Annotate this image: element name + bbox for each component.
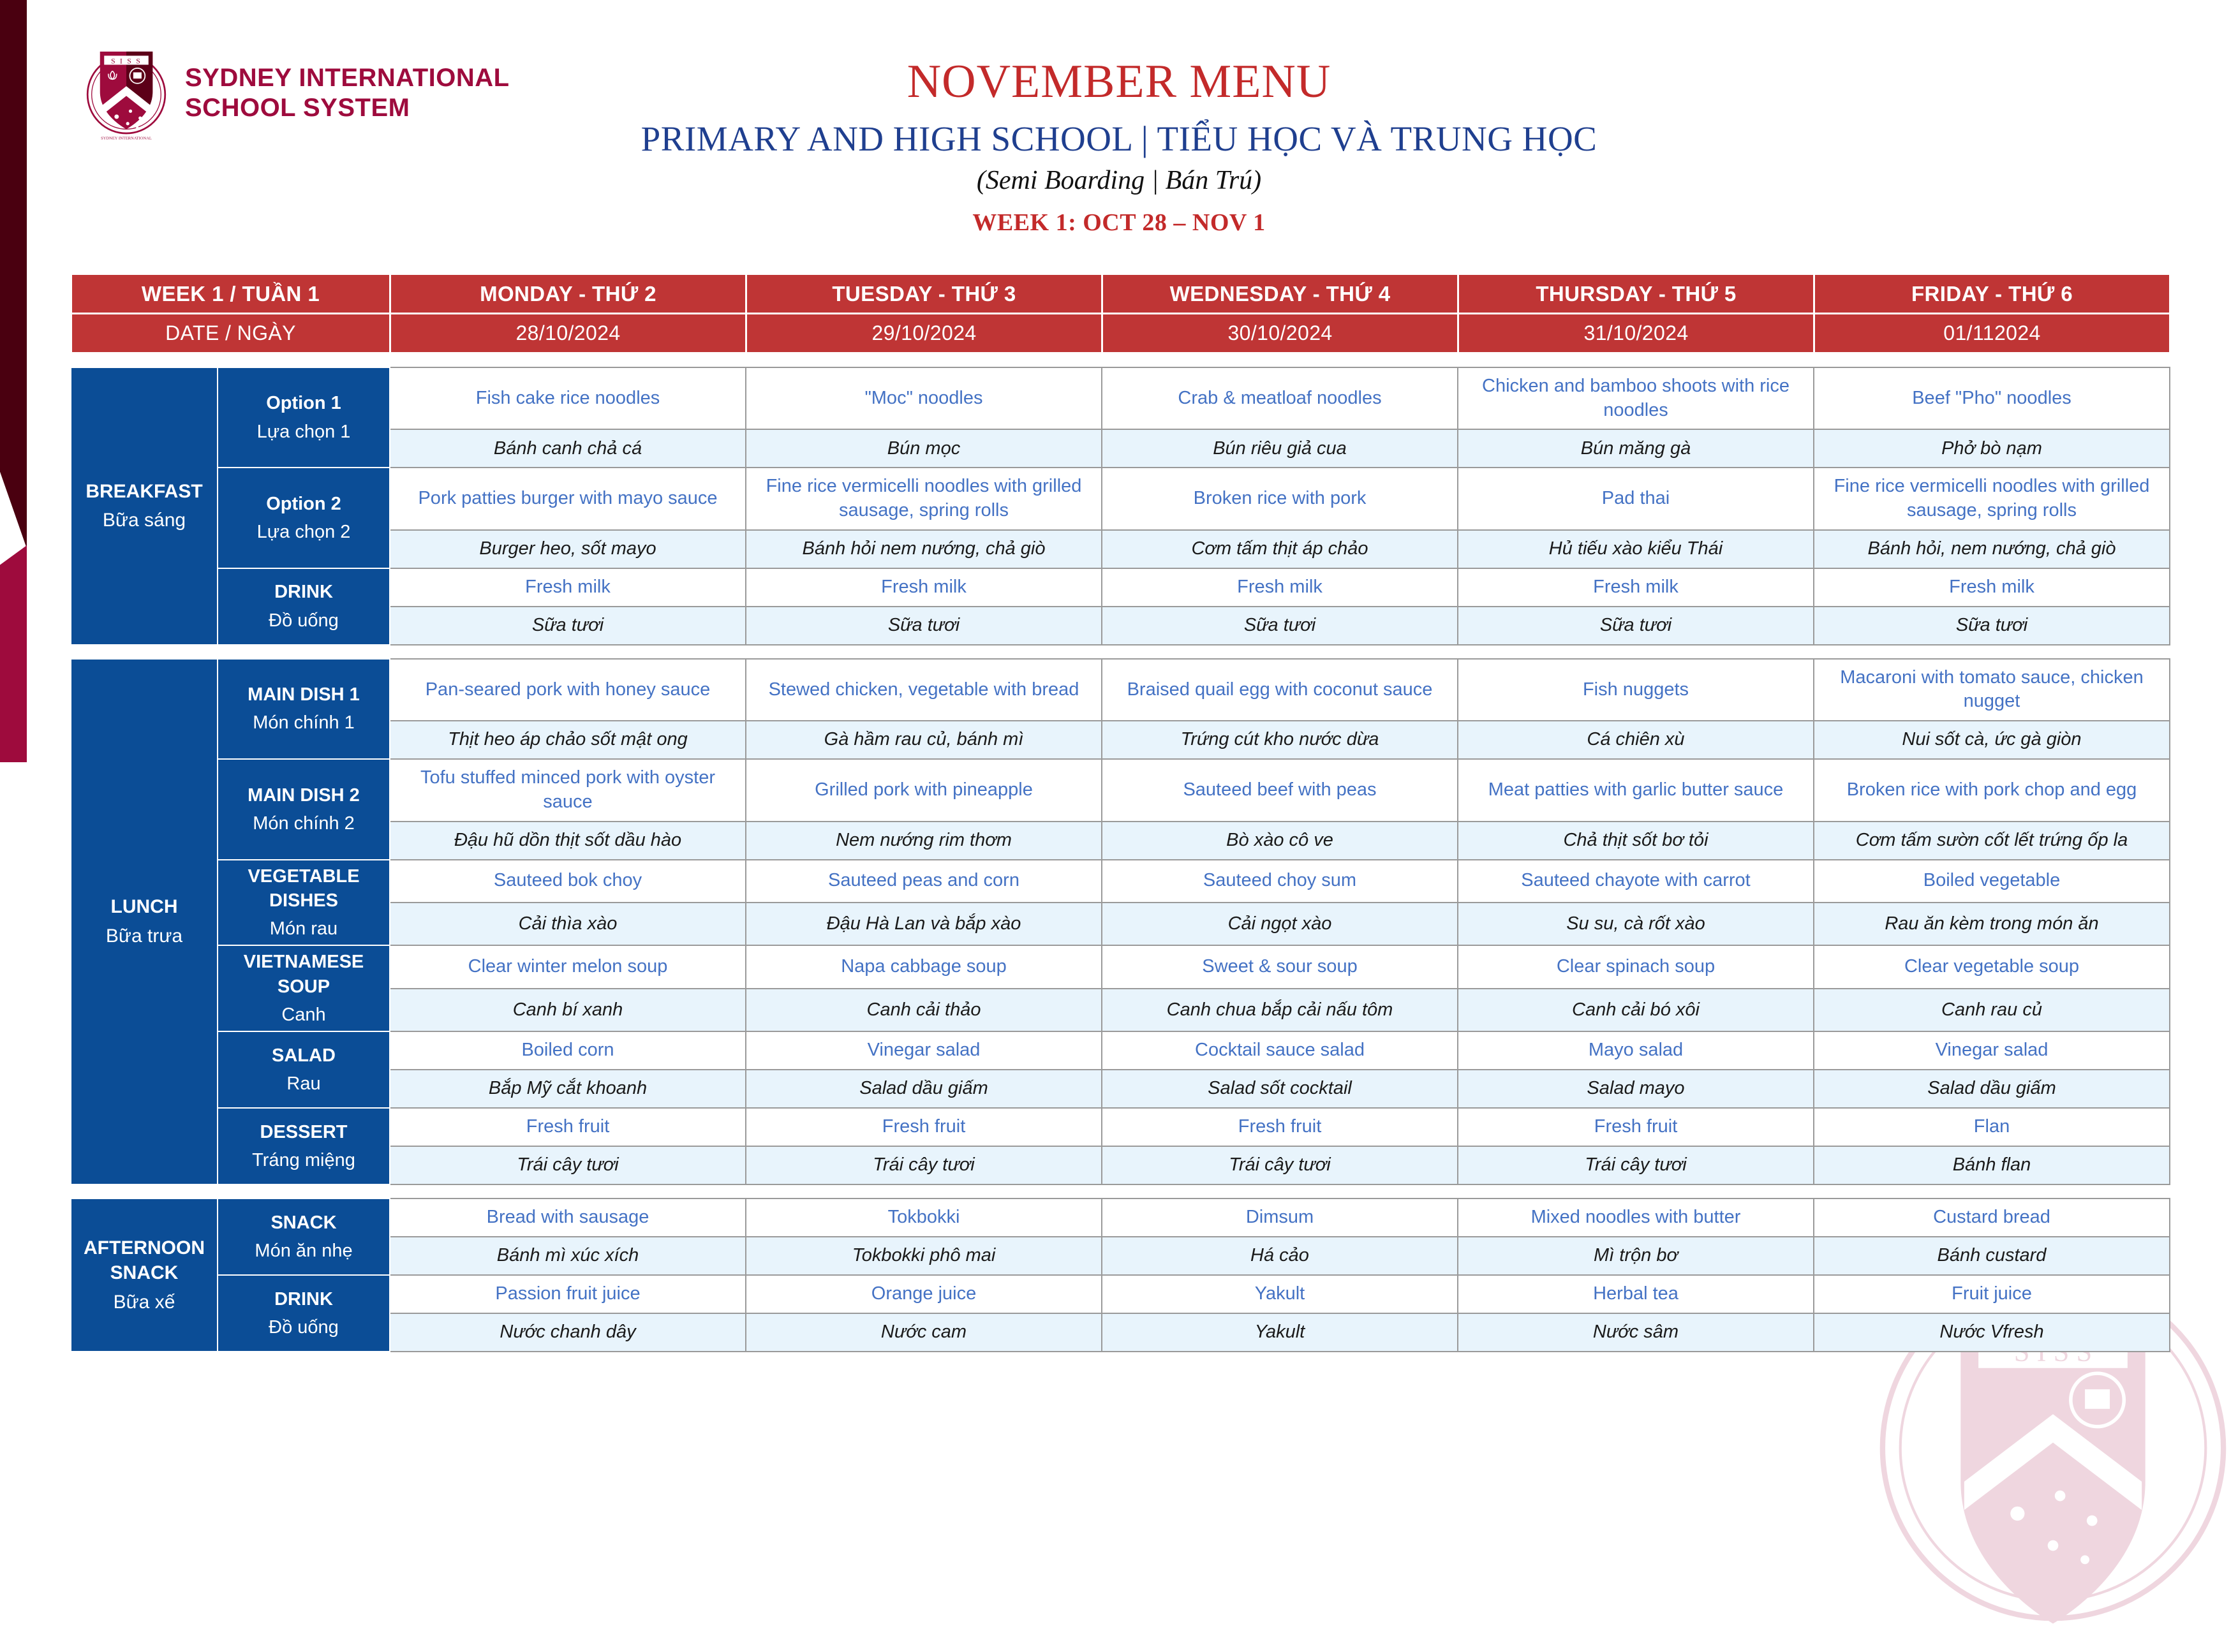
cell-en-day-1: Fresh milk bbox=[390, 568, 746, 607]
title-block bbox=[0, 57, 2238, 237]
cell-en-day-1: Tofu stuffed minced pork with oyster sauce bbox=[390, 759, 746, 821]
section-label-lunch-en: LUNCH bbox=[110, 896, 178, 918]
cell-vi-day-5: Cơm tấm sườn cốt lết trứng ốp la bbox=[1814, 822, 2170, 860]
row-label-vietnamese-soup-en: VIETNAMESE SOUP bbox=[243, 952, 364, 997]
cell-vi-day-2: Bánh hỏi nem nướng, chả giò bbox=[746, 530, 1102, 568]
cell-vi-day-3: Cải ngọt xào bbox=[1102, 903, 1458, 945]
cell-en-day-5: Custard bread bbox=[1814, 1198, 2170, 1237]
row-label-option-2-vi: Lựa chọn 2 bbox=[256, 522, 351, 543]
cell-vi-day-3: Trái cây tươi bbox=[1102, 1146, 1458, 1184]
cell-en-day-5: Fine rice vermicelli noodles with grilled sausage, spring rolls bbox=[1814, 468, 2170, 529]
cell-en-day-4: Fish nuggets bbox=[1458, 659, 1814, 721]
cell-en-day-3: Crab & meatloaf noodles bbox=[1102, 367, 1458, 429]
week-range: WEEK 1: OCT 28 – NOV 1 bbox=[972, 209, 1266, 236]
cell-en-day-1: Pork patties burger with mayo sauce bbox=[390, 468, 746, 529]
row-label-drink-vi: Đồ uống bbox=[269, 1317, 339, 1338]
cell-en-day-4: Herbal tea bbox=[1458, 1275, 1814, 1313]
cell-vi-day-5: Phở bò nạm bbox=[1814, 429, 2170, 468]
cell-vi-day-1: Bánh mì xúc xích bbox=[390, 1237, 746, 1275]
row-label-drink-en: DRINK bbox=[274, 582, 333, 603]
cell-vi-day-1: Nước chanh dây bbox=[390, 1313, 746, 1352]
row-label-vegetable-dishes-en: VEGETABLE DISHES bbox=[248, 866, 360, 911]
cell-vi-day-2: Salad dầu giấm bbox=[746, 1070, 1102, 1108]
cell-vi-day-4: Bún măng gà bbox=[1458, 429, 1814, 468]
menu-row-en bbox=[71, 468, 2170, 529]
cell-vi-day-2: Sữa tươi bbox=[746, 607, 1102, 645]
menu-row-en bbox=[71, 860, 2170, 903]
section-label-afternoon-snack bbox=[71, 1198, 218, 1352]
week-label: WEEK 1 / TUẦN 1 bbox=[71, 274, 390, 314]
day-header-5: FRIDAY - THỨ 6 bbox=[1814, 274, 2170, 314]
row-label-main-dish-2 bbox=[218, 759, 390, 859]
cell-vi-day-1: Thịt heo áp chảo sốt mật ong bbox=[390, 721, 746, 759]
section-label-breakfast-vi: Bữa sáng bbox=[102, 510, 186, 531]
cell-en-day-3: Sauteed beef with peas bbox=[1102, 759, 1458, 821]
cell-vi-day-5: Canh rau củ bbox=[1814, 989, 2170, 1031]
row-label-main-dish-1-vi: Món chính 1 bbox=[253, 712, 355, 734]
row-label-dessert-en: DESSERT bbox=[260, 1121, 348, 1142]
cell-en-day-4: Meat patties with garlic butter sauce bbox=[1458, 759, 1814, 821]
cell-en-day-3: Broken rice with pork bbox=[1102, 468, 1458, 529]
cell-en-day-4: Mayo salad bbox=[1458, 1031, 1814, 1070]
cell-en-day-3: Dimsum bbox=[1102, 1198, 1458, 1237]
cell-vi-day-2: Canh cải thảo bbox=[746, 989, 1102, 1031]
cell-vi-day-4: Salad mayo bbox=[1458, 1070, 1814, 1108]
cell-vi-day-4: Su su, cà rốt xào bbox=[1458, 903, 1814, 945]
cell-en-day-4: Chicken and bamboo shoots with rice noodles bbox=[1458, 367, 1814, 429]
row-label-option-2 bbox=[218, 468, 390, 568]
cell-en-day-2: Stewed chicken, vegetable with bread bbox=[746, 659, 1102, 721]
header-row-days bbox=[71, 274, 2170, 314]
cell-vi-day-4: Hủ tiếu xào kiểu Thái bbox=[1458, 530, 1814, 568]
row-label-option-1-vi: Lựa chọn 1 bbox=[256, 421, 351, 442]
cell-vi-day-3: Canh chua bắp cải nấu tôm bbox=[1102, 989, 1458, 1031]
cell-vi-day-1: Trái cây tươi bbox=[390, 1146, 746, 1184]
cell-en-day-2: Fresh milk bbox=[746, 568, 1102, 607]
menu-row-en bbox=[71, 945, 2170, 988]
cell-en-day-4: Fresh fruit bbox=[1458, 1108, 1814, 1146]
cell-vi-day-3: Trứng cút kho nước dừa bbox=[1102, 721, 1458, 759]
row-label-salad-en: SALAD bbox=[272, 1045, 336, 1066]
cell-en-day-5: Flan bbox=[1814, 1108, 2170, 1146]
cell-vi-day-5: Bánh flan bbox=[1814, 1146, 2170, 1184]
cell-en-day-2: Grilled pork with pineapple bbox=[746, 759, 1102, 821]
boarding-type: (Semi Boarding | Bán Trú) bbox=[976, 165, 1262, 195]
row-label-snack-vi: Món ăn nhẹ bbox=[255, 1241, 353, 1262]
cell-vi-day-2: Nem nướng rim thơm bbox=[746, 822, 1102, 860]
menu-row-en bbox=[71, 1198, 2170, 1237]
cell-vi-day-2: Bún mọc bbox=[746, 429, 1102, 468]
day-header-3: WEDNESDAY - THỨ 4 bbox=[1102, 274, 1458, 314]
cell-vi-day-1: Burger heo, sốt mayo bbox=[390, 530, 746, 568]
cell-en-day-3: Fresh fruit bbox=[1102, 1108, 1458, 1146]
cell-vi-day-4: Cá chiên xù bbox=[1458, 721, 1814, 759]
cell-vi-day-2: Gà hầm rau củ, bánh mì bbox=[746, 721, 1102, 759]
section-label-breakfast-en: BREAKFAST bbox=[85, 480, 203, 502]
cell-en-day-4: Fresh milk bbox=[1458, 568, 1814, 607]
logo-line-1: SYDNEY INTERNATIONAL bbox=[185, 63, 510, 92]
date-value-4: 31/10/2024 bbox=[1458, 314, 1814, 353]
section-breakfast bbox=[70, 367, 2169, 645]
cell-en-day-1: Sauteed bok choy bbox=[390, 860, 746, 903]
cell-en-day-5: Broken rice with pork chop and egg bbox=[1814, 759, 2170, 821]
cell-en-day-5: Fresh milk bbox=[1814, 568, 2170, 607]
cell-vi-day-5: Rau ăn kèm trong món ăn bbox=[1814, 903, 2170, 945]
date-value-2: 29/10/2024 bbox=[746, 314, 1102, 353]
cell-vi-day-3: Há cảo bbox=[1102, 1237, 1458, 1275]
row-label-vietnamese-soup bbox=[218, 945, 390, 1031]
row-label-option-1 bbox=[218, 367, 390, 468]
section-afternoon-snack bbox=[70, 1198, 2169, 1352]
cell-vi-day-4: Chả thịt sốt bơ tỏi bbox=[1458, 822, 1814, 860]
cell-en-day-1: Passion fruit juice bbox=[390, 1275, 746, 1313]
cell-vi-day-1: Bánh canh chả cá bbox=[390, 429, 746, 468]
cell-vi-day-5: Sữa tươi bbox=[1814, 607, 2170, 645]
svg-text:SYDNEY INTERNATIONAL: SYDNEY INTERNATIONAL bbox=[101, 136, 152, 141]
cell-en-day-3: Fresh milk bbox=[1102, 568, 1458, 607]
cell-en-day-3: Sweet & sour soup bbox=[1102, 945, 1458, 988]
cell-en-day-4: Clear spinach soup bbox=[1458, 945, 1814, 988]
cell-en-day-1: Fish cake rice noodles bbox=[390, 367, 746, 429]
cell-vi-day-4: Canh cải bó xôi bbox=[1458, 989, 1814, 1031]
cell-vi-day-3: Yakult bbox=[1102, 1313, 1458, 1352]
date-label: DATE / NGÀY bbox=[71, 314, 390, 353]
cell-vi-day-4: Mì trộn bơ bbox=[1458, 1237, 1814, 1275]
menu-sheet bbox=[70, 273, 2169, 1352]
cell-en-day-4: Pad thai bbox=[1458, 468, 1814, 529]
cell-vi-day-1: Canh bí xanh bbox=[390, 989, 746, 1031]
cell-en-day-5: Clear vegetable soup bbox=[1814, 945, 2170, 988]
cell-vi-day-1: Bắp Mỹ cắt khoanh bbox=[390, 1070, 746, 1108]
page-title: NOVEMBER MENU bbox=[907, 55, 1331, 108]
cell-en-day-4: Sauteed chayote with carrot bbox=[1458, 860, 1814, 903]
day-header-1: MONDAY - THỨ 2 bbox=[390, 274, 746, 314]
edge-crimson-band bbox=[0, 545, 27, 762]
row-label-snack-en: SNACK bbox=[270, 1212, 337, 1233]
cell-en-day-1: Fresh fruit bbox=[390, 1108, 746, 1146]
document-header bbox=[0, 0, 2238, 255]
cell-vi-day-2: Đậu Hà Lan và bắp xào bbox=[746, 903, 1102, 945]
cell-vi-day-5: Bánh custard bbox=[1814, 1237, 2170, 1275]
header-row-dates bbox=[71, 314, 2170, 353]
cell-en-day-3: Braised quail egg with coconut sauce bbox=[1102, 659, 1458, 721]
row-label-drink bbox=[218, 1275, 390, 1352]
menu-row-en bbox=[71, 659, 2170, 721]
date-value-3: 30/10/2024 bbox=[1102, 314, 1458, 353]
cell-vi-day-3: Bún riêu giả cua bbox=[1102, 429, 1458, 468]
row-label-dessert bbox=[218, 1108, 390, 1184]
cell-vi-day-1: Cải thìa xào bbox=[390, 903, 746, 945]
cell-en-day-2: Fine rice vermicelli noodles with grilled sausage, spring rolls bbox=[746, 468, 1102, 529]
cell-vi-day-3: Bò xào cô ve bbox=[1102, 822, 1458, 860]
row-label-salad-vi: Rau bbox=[286, 1073, 321, 1095]
cell-vi-day-1: Sữa tươi bbox=[390, 607, 746, 645]
day-header-2: TUESDAY - THỨ 3 bbox=[746, 274, 1102, 314]
row-label-main-dish-1-en: MAIN DISH 1 bbox=[248, 684, 360, 705]
cell-en-day-2: "Moc" noodles bbox=[746, 367, 1102, 429]
cell-vi-day-5: Bánh hỏi, nem nướng, chả giò bbox=[1814, 530, 2170, 568]
section-label-afternoon-snack-vi: Bữa xế bbox=[113, 1291, 175, 1313]
menu-row-en bbox=[71, 759, 2170, 821]
cell-en-day-4: Mixed noodles with butter bbox=[1458, 1198, 1814, 1237]
row-label-drink-vi: Đồ uống bbox=[269, 610, 339, 631]
cell-en-day-1: Clear winter melon soup bbox=[390, 945, 746, 988]
cell-en-day-3: Cocktail sauce salad bbox=[1102, 1031, 1458, 1070]
date-value-1: 28/10/2024 bbox=[390, 314, 746, 353]
cell-en-day-2: Napa cabbage soup bbox=[746, 945, 1102, 988]
cell-en-day-2: Vinegar salad bbox=[746, 1031, 1102, 1070]
row-label-drink bbox=[218, 568, 390, 645]
row-label-option-1-en: Option 1 bbox=[266, 393, 341, 414]
cell-en-day-2: Orange juice bbox=[746, 1275, 1102, 1313]
row-label-snack bbox=[218, 1198, 390, 1275]
section-label-lunch-vi: Bữa trưa bbox=[105, 925, 183, 947]
cell-en-day-1: Pan-seared pork with honey sauce bbox=[390, 659, 746, 721]
cell-en-day-1: Bread with sausage bbox=[390, 1198, 746, 1237]
logo-line-2: SCHOOL SYSTEM bbox=[185, 94, 410, 122]
menu-row-en bbox=[71, 1031, 2170, 1070]
cell-vi-day-4: Sữa tươi bbox=[1458, 607, 1814, 645]
cell-en-day-5: Vinegar salad bbox=[1814, 1031, 2170, 1070]
row-label-vietnamese-soup-vi: Canh bbox=[281, 1004, 326, 1025]
cell-en-day-3: Sauteed choy sum bbox=[1102, 860, 1458, 903]
cell-vi-day-4: Nước sâm bbox=[1458, 1313, 1814, 1352]
menu-row-en bbox=[71, 568, 2170, 607]
cell-vi-day-2: Nước cam bbox=[746, 1313, 1102, 1352]
section-label-breakfast bbox=[71, 367, 218, 645]
cell-en-day-1: Boiled corn bbox=[390, 1031, 746, 1070]
menu-row-en bbox=[71, 1108, 2170, 1146]
cell-en-day-5: Fruit juice bbox=[1814, 1275, 2170, 1313]
cell-vi-day-3: Sữa tươi bbox=[1102, 607, 1458, 645]
cell-en-day-2: Fresh fruit bbox=[746, 1108, 1102, 1146]
cell-vi-day-4: Trái cây tươi bbox=[1458, 1146, 1814, 1184]
date-value-5: 01/112024 bbox=[1814, 314, 2170, 353]
row-label-option-2-en: Option 2 bbox=[266, 493, 341, 514]
section-lunch bbox=[70, 658, 2169, 1185]
row-label-vegetable-dishes-vi: Món rau bbox=[269, 918, 338, 940]
section-label-lunch bbox=[71, 659, 218, 1184]
row-label-main-dish-2-en: MAIN DISH 2 bbox=[248, 785, 360, 806]
cell-en-day-2: Sauteed peas and corn bbox=[746, 860, 1102, 903]
cell-en-day-5: Boiled vegetable bbox=[1814, 860, 2170, 903]
cell-en-day-5: Beef "Pho" noodles bbox=[1814, 367, 2170, 429]
menu-row-en bbox=[71, 367, 2170, 429]
cell-vi-day-5: Nước Vfresh bbox=[1814, 1313, 2170, 1352]
cell-vi-day-2: Trái cây tươi bbox=[746, 1146, 1102, 1184]
row-label-vegetable-dishes bbox=[218, 860, 390, 946]
cell-vi-day-3: Cơm tấm thịt áp chảo bbox=[1102, 530, 1458, 568]
cell-vi-day-2: Tokbokki phô mai bbox=[746, 1237, 1102, 1275]
day-header-4: THURSDAY - THỨ 5 bbox=[1458, 274, 1814, 314]
row-label-dessert-vi: Tráng miệng bbox=[252, 1150, 355, 1171]
cell-vi-day-1: Đậu hũ dồn thịt sốt dầu hào bbox=[390, 822, 746, 860]
svg-text:S I S S: S I S S bbox=[110, 56, 142, 66]
row-label-salad bbox=[218, 1031, 390, 1108]
row-label-main-dish-2-vi: Món chính 2 bbox=[253, 813, 355, 834]
row-label-drink-en: DRINK bbox=[274, 1288, 333, 1309]
cell-vi-day-5: Salad dầu giấm bbox=[1814, 1070, 2170, 1108]
cell-vi-day-5: Nui sốt cà, ức gà giòn bbox=[1814, 721, 2170, 759]
table-header-days bbox=[70, 273, 2171, 354]
row-label-main-dish-1 bbox=[218, 659, 390, 759]
cell-en-day-2: Tokbokki bbox=[746, 1198, 1102, 1237]
cell-vi-day-3: Salad sốt cocktail bbox=[1102, 1070, 1458, 1108]
cell-en-day-5: Macaroni with tomato sauce, chicken nugget bbox=[1814, 659, 2170, 721]
menu-row-en bbox=[71, 1275, 2170, 1313]
section-label-afternoon-snack-en: AFTERNOON SNACK bbox=[84, 1237, 205, 1284]
page-subtitle: PRIMARY AND HIGH SCHOOL | TIỂU HỌC VÀ TRUNG HỌC bbox=[641, 119, 1597, 158]
cell-en-day-3: Yakult bbox=[1102, 1275, 1458, 1313]
